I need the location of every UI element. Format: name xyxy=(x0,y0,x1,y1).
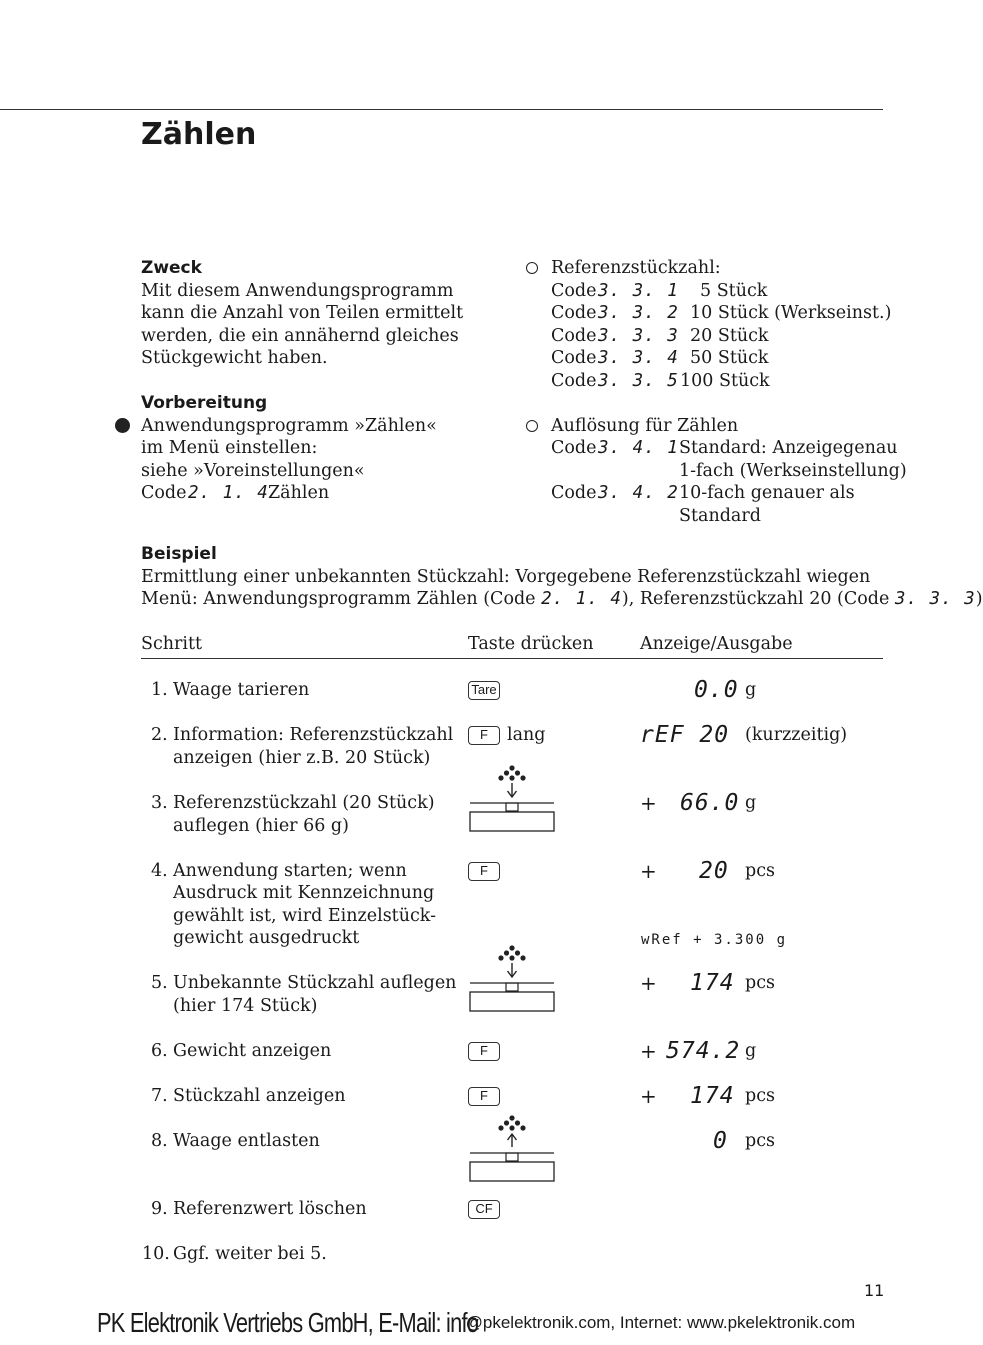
res-code: 3. 4. 2 xyxy=(598,483,679,503)
ref-code: 3. 3. 4 xyxy=(598,348,679,368)
display-value: rEF 20 xyxy=(640,722,730,748)
vorbereitung-line: im Menü einstellen: xyxy=(141,438,318,458)
page-title: Zählen xyxy=(141,117,257,152)
col-header-step: Schritt xyxy=(141,634,203,654)
footer xyxy=(97,1307,856,1338)
ref-value: 5 Stück xyxy=(700,281,768,301)
beispiel-text: Menü: Anwendungsprogramm Zählen (Code xyxy=(141,589,536,609)
ref-value: 50 Stück xyxy=(690,348,769,368)
display-sign: + xyxy=(640,791,657,815)
display-unit: pcs xyxy=(745,973,775,993)
display-value: 174 xyxy=(690,1083,735,1109)
ref-code-label: Code xyxy=(551,281,597,301)
ref-code-label: Code xyxy=(551,303,597,323)
display-value: 174 xyxy=(690,970,735,996)
step-number: 7. xyxy=(151,1086,168,1106)
beispiel-heading: Beispiel xyxy=(141,544,217,564)
ref-code: 3. 3. 2 xyxy=(598,303,679,323)
ref-code-label: Code xyxy=(551,326,597,346)
step-text: auflegen (hier 66 g) xyxy=(173,816,349,836)
zweck-line: Stückgewicht haben. xyxy=(141,348,328,368)
display-value: 0 xyxy=(713,1128,728,1154)
step-text: Ggf. weiter bei 5. xyxy=(173,1244,327,1264)
step-text: Waage tarieren xyxy=(173,680,310,700)
res-value: 10-fach genauer als xyxy=(679,483,855,503)
display-sign: + xyxy=(640,1039,657,1063)
display-sign: + xyxy=(640,971,657,995)
display-value: 20 xyxy=(699,858,729,884)
display-unit: pcs xyxy=(745,861,775,881)
table-rule xyxy=(141,658,883,659)
vorbereitung-line: siehe »Voreinstellungen« xyxy=(141,461,365,481)
step-number: 8. xyxy=(151,1131,168,1151)
display-unit: (kurzzeitig) xyxy=(745,725,848,745)
footer-contact: @pkelektronik.com, Internet: www.pkelektronik.com xyxy=(465,1313,856,1332)
top-rule xyxy=(0,109,883,110)
beispiel-line xyxy=(141,588,983,611)
vorbereitung-code: 2. 1. 4 xyxy=(188,483,269,503)
beispiel-line: Ermittlung einer unbekannten Stückzahl: Vorgegebene Referenzstückzahl wiegen xyxy=(141,567,871,587)
footer-company: PK Elektronik Vertriebs GmbH, E-Mail: info xyxy=(97,1307,479,1338)
page-number: 11 xyxy=(864,1281,885,1300)
open-bullet-icon xyxy=(526,262,538,274)
step-text: gewählt ist, wird Einzelstück- xyxy=(173,906,436,926)
res-code-label: Code xyxy=(551,483,597,503)
zweck-heading: Zweck xyxy=(141,258,202,278)
scale-load-icon xyxy=(468,764,556,834)
display-unit: pcs xyxy=(745,1086,775,1106)
step-number: 2. xyxy=(151,725,168,745)
vorbereitung-line: Anwendungsprogramm »Zählen« xyxy=(141,416,437,436)
display-value: 574.2 xyxy=(666,1038,741,1064)
step-number: 9. xyxy=(151,1199,168,1219)
res-value: Standard: Anzeigegenau xyxy=(679,438,898,458)
ref-value: 20 Stück xyxy=(690,326,769,346)
step-text: gewicht ausgedruckt xyxy=(173,928,360,948)
res-heading: Auflösung für Zählen xyxy=(551,416,739,436)
step-text: Stückzahl anzeigen xyxy=(173,1086,346,1106)
beispiel-code: 2. 1. 4 xyxy=(541,589,622,609)
step-number: 4. xyxy=(151,861,168,881)
beispiel-text: ), Referenzstückzahl 20 (Code xyxy=(621,589,890,609)
display-unit: pcs xyxy=(745,1131,775,1151)
step-text: Waage entlasten xyxy=(173,1131,320,1151)
f-key: F xyxy=(468,726,500,745)
step-text: (hier 174 Stück) xyxy=(173,996,318,1016)
display-unit: g xyxy=(745,1041,757,1061)
beispiel-text: ) xyxy=(975,589,983,609)
ref-value: 100 Stück xyxy=(680,371,770,391)
ref-code: 3. 3. 1 xyxy=(598,281,679,301)
scale-load-icon xyxy=(468,944,556,1014)
ref-value: 10 Stück (Werkseinst.) xyxy=(690,303,892,323)
vorbereitung-code-label: Code xyxy=(141,483,187,503)
display-unit: g xyxy=(745,793,757,813)
ref-code-label: Code xyxy=(551,371,597,391)
col-header-key: Taste drücken xyxy=(468,634,594,654)
scale-unload-icon xyxy=(468,1114,556,1184)
res-value: Standard xyxy=(679,506,761,526)
step-text: Ausdruck mit Kennzeichnung xyxy=(173,883,435,903)
display-value: 66.0 xyxy=(680,790,740,816)
filled-bullet-icon xyxy=(115,418,130,433)
step-text: anzeigen (hier z.B. 20 Stück) xyxy=(173,748,431,768)
col-header-display: Anzeige/Ausgabe xyxy=(640,634,793,654)
f-key: F xyxy=(468,1042,500,1061)
step-number: 3. xyxy=(151,793,168,813)
open-bullet-icon xyxy=(526,420,538,432)
display-sign: + xyxy=(640,1084,657,1108)
ref-code: 3. 3. 5 xyxy=(598,371,679,391)
zweck-line: kann die Anzahl von Teilen ermittelt xyxy=(141,303,464,323)
zweck-line: Mit diesem Anwendungsprogramm xyxy=(141,281,454,301)
step-text: Referenzstückzahl (20 Stück) xyxy=(173,793,435,813)
printout-line: wRef + 3.300 g xyxy=(641,932,788,948)
step-number: 5. xyxy=(151,973,168,993)
res-code: 3. 4. 1 xyxy=(598,438,679,458)
key-hint: lang xyxy=(507,725,546,745)
step-text: Information: Referenzstückzahl xyxy=(173,725,454,745)
res-value: 1-fach (Werkseinstellung) xyxy=(679,461,907,481)
display-sign: + xyxy=(640,859,657,883)
zweck-line: werden, die ein annähernd gleiches xyxy=(141,326,459,346)
ref-code-label: Code xyxy=(551,348,597,368)
f-key: F xyxy=(468,862,500,881)
step-text: Unbekannte Stückzahl auflegen xyxy=(173,973,457,993)
step-number: 10. xyxy=(142,1244,170,1264)
ref-heading: Referenzstückzahl: xyxy=(551,258,721,278)
step-text: Anwendung starten; wenn xyxy=(173,861,407,881)
vorbereitung-heading: Vorbereitung xyxy=(141,393,268,413)
ref-code: 3. 3. 3 xyxy=(598,326,679,346)
vorbereitung-code-text: Zählen xyxy=(268,483,330,503)
step-text: Referenzwert löschen xyxy=(173,1199,367,1219)
tare-key: Tare xyxy=(468,681,500,700)
step-number: 6. xyxy=(151,1041,168,1061)
f-key: F xyxy=(468,1087,500,1106)
res-code-label: Code xyxy=(551,438,597,458)
display-value: 0.0 xyxy=(694,677,739,703)
cf-key: CF xyxy=(468,1200,500,1219)
beispiel-code: 3. 3. 3 xyxy=(894,589,976,609)
display-unit: g xyxy=(745,680,757,700)
step-number: 1. xyxy=(151,680,168,700)
step-text: Gewicht anzeigen xyxy=(173,1041,332,1061)
